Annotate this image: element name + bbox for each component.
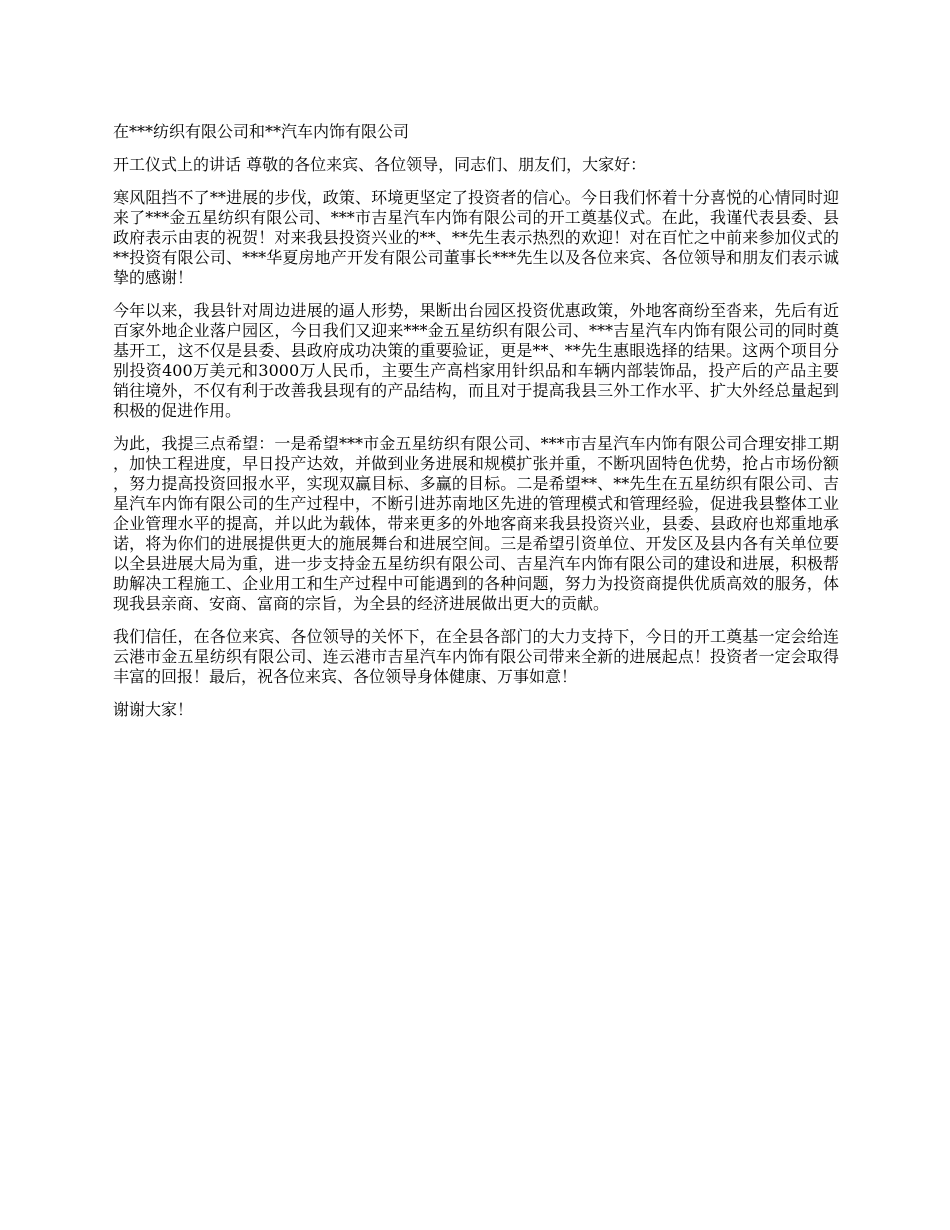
paragraph-projects: 今年以来，我县针对周边进展的逼人形势，果断出台园区投资优惠政策，外地客商纷至沓来，先后有近百家外地企业落户园区，今日我们又迎来***金五星纺织有限公司、***吉星汽车内饰有限公司的同时奠基开工，这不仅是县委、县政府成功决策的重要验证，更是**、**先生惠眼选择的结果。这两个项目分别投资400万美元和3000万人民币，主要生产高档家用针织品和车辆内部装饰品，投产后的产品主要销往境外，不仅有利于改善我县现有的产品结构，而且对于提高我县三外工作水平、扩大外经总量起到积极的促进作用。	[113, 301, 839, 420]
paragraph-closing: 我们信任，在各位来宾、各位领导的关怀下，在全县各部门的大力支持下，今日的开工奠基一定会给连云港市金五星纺织有限公司、连云港市吉星汽车内饰有限公司带来全新的进展起点！投资者一定会取得丰富的回报！最后，祝各位来宾、各位领导身体健康、万事如意！	[113, 627, 839, 686]
paragraph-thanks: 谢谢大家！	[113, 700, 194, 719]
document-title-line: 在***纺织有限公司和**汽车内饰有限公司	[113, 122, 410, 141]
paragraph-opening: 寒风阻挡不了**进展的步伐，政策、环境更坚定了投资者的信心。今日我们怀着十分喜悦的心情同时迎来了***金五星纺织有限公司、***市吉星汽车内饰有限公司的开工奠基仪式。在此，我谨代表县委、县政府表示由衷的祝贺！对来我县投资兴业的**、**先生表示热烈的欢迎！对在百忙之中前来参加仪式的**投资有限公司、***华夏房地产开发有限公司董事长***先生以及各位来宾、各位领导和朋友们表示诚挚的感谢！	[113, 188, 839, 287]
speech-heading-greeting: 开工仪式上的讲话 尊敬的各位来宾、各位领导，同志们、朋友们，大家好：	[113, 155, 647, 174]
document-body	[113, 122, 839, 733]
paragraph-hopes: 为此，我提三点希望：一是希望***市金五星纺织有限公司、***市吉星汽车内饰有限公司合理安排工期，加快工程进度，早日投产达效，并做到业务进展和规模扩张并重，不断巩固特色优势，抢占市场份额，努力提高投资回报水平，实现双赢目标、多赢的目标。二是希望**、**先生在五星纺织有限公司、吉星汽车内饰有限公司的生产过程中，不断引进苏南地区先进的管理模式和管理经验，促进我县整体工业企业管理水平的提高，并以此为载体，带来更多的外地客商来我县投资兴业，县委、县政府也郑重地承诺，将为你们的进展提供更大的施展舞台和进展空间。三是希望引资单位、开发区及县内各有关单位要以全县进展大局为重，进一步支持金五星纺织有限公司、吉星汽车内饰有限公司的建设和进展，积极帮助解决工程施工、企业用工和生产过程中可能遇到的各种问题，努力为投资商提供优质高效的服务，体现我县亲商、安商、富商的宗旨，为全县的经济进展做出更大的贡献。	[113, 434, 839, 613]
